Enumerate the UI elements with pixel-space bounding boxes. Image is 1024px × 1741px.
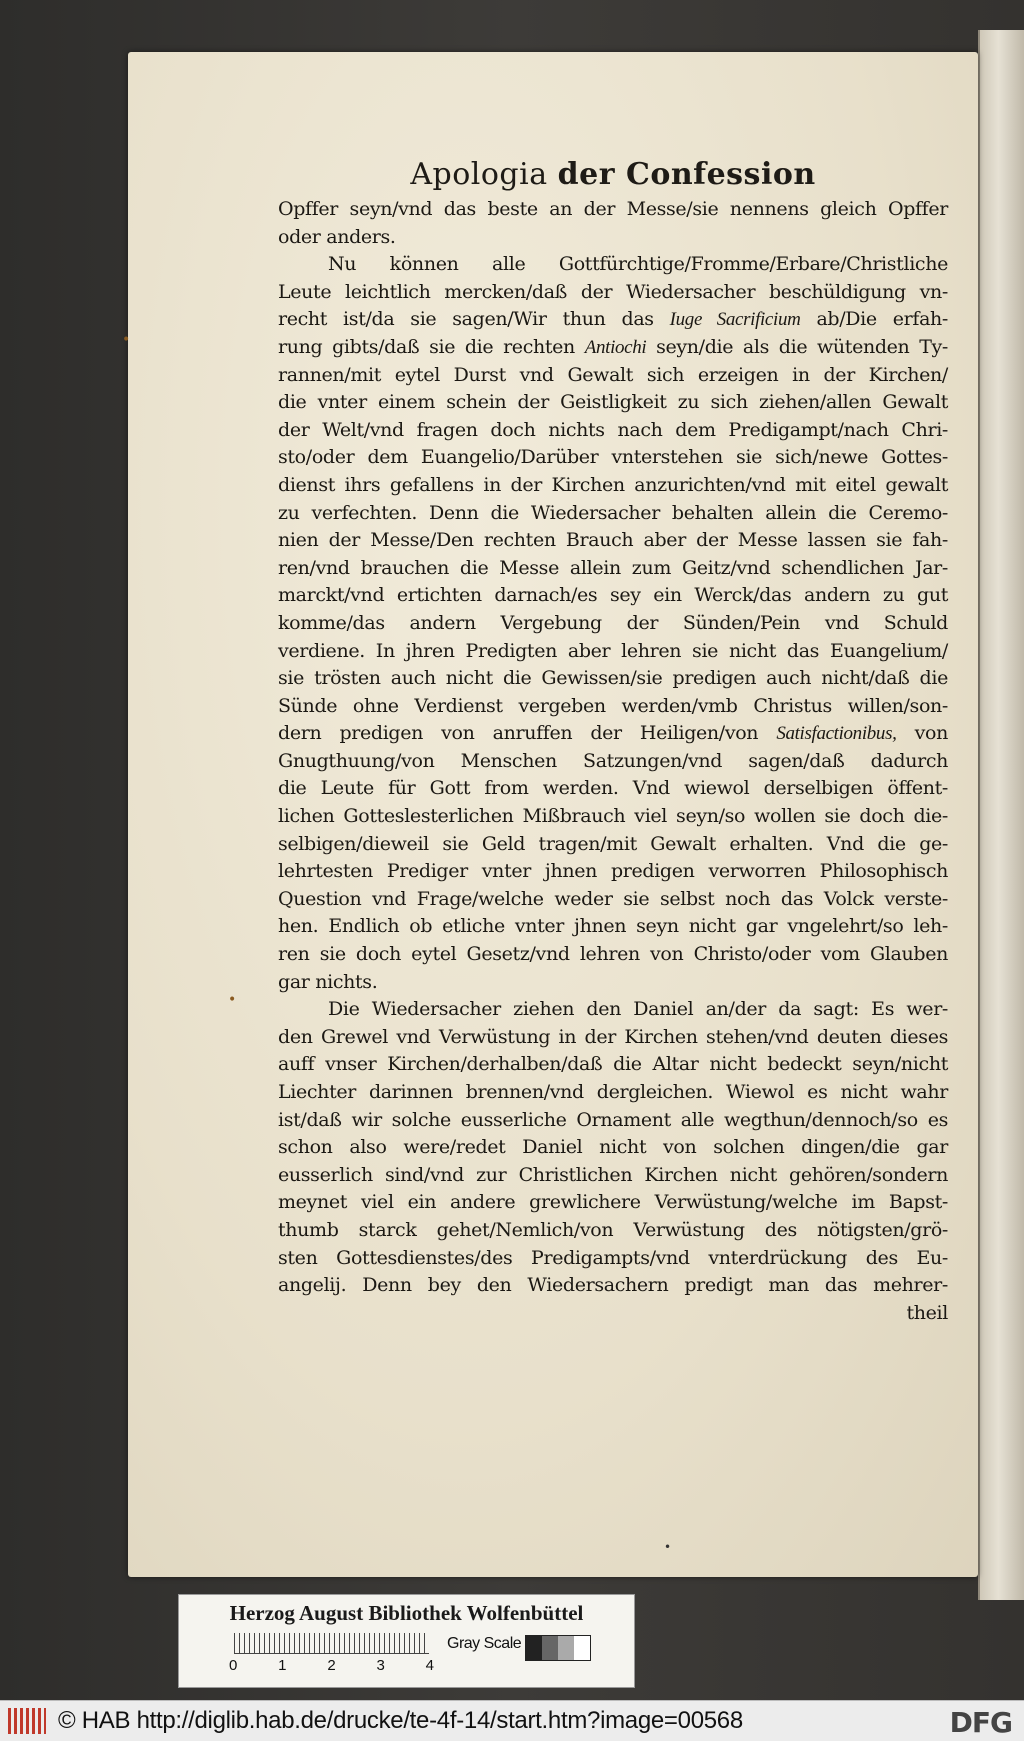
text-line: thumb starck gehet/Nemlich/von Verwüstung des nötigsten/grö- [278, 1218, 948, 1241]
text-line: marckt/vnd ertichten darnach/es sey ein Werck/das andern zu gut [278, 584, 948, 607]
text-line: Liechter darinnen brennen/vnd dergleichen. Wiewol es nicht wahr [278, 1081, 948, 1103]
color-scale-card [178, 1594, 635, 1688]
text-line: die Leute für Gott from werden. Vnd wiewol derselbigen öffent- [278, 777, 948, 800]
ruler-number: 3 [376, 1657, 385, 1674]
facing-page-edge [978, 30, 1024, 1600]
text-line: rannen/mit eytel Durst vnd Gewalt sich erzeigen in der Kirchen/ [278, 363, 948, 386]
footer-bar [0, 1700, 1024, 1741]
text-line: selbigen/dieweil sie Geld tragen/mit Gewalt erhalten. Vnd die ge- [278, 832, 948, 855]
ruler-number: 4 [425, 1657, 434, 1674]
text-line: hen. Endlich ob etliche vnter jhnen seyn nicht gar vngelehrt/so leh- [278, 915, 948, 938]
text-line: rung gibts/daß sie die rechten Antiochi seyn/die als die wütenden Ty- [278, 335, 948, 358]
text-line: dienst ihrs gefallens in der Kirchen anzurichten/vnd mit eitel gewalt [278, 473, 948, 496]
text-line: Question vnd Frage/welche weder sie selbst noch das Volck verste- [278, 887, 948, 910]
page-mark: • [664, 1540, 672, 1554]
copyright-url[interactable]: © HAB http://diglib.hab.de/drucke/te-4f-14/start.htm?image=00568 [58, 1707, 743, 1734]
text-line: Die Wiedersacher ziehen den Daniel an/der da sagt: Es wer- [328, 998, 948, 1021]
text-line: zu verfechten. Denn die Wiedersacher behalten allein die Ceremo- [278, 501, 948, 524]
text-line: ren sie doch eytel Gesetz/vnd lehren von Christo/oder vom Glauben [278, 943, 948, 966]
gray-scale-swatch [525, 1635, 591, 1661]
text-line: eusserlich sind/vnd zur Christlichen Kirchen nicht gehören/sondern [278, 1163, 948, 1186]
text-line: komme/das andern Vergebung der Sünden/Pein vnd Schuld [278, 611, 948, 634]
text-line: oder anders. [278, 225, 396, 248]
running-head-title: der Confession [557, 157, 816, 192]
ruler-numbers [229, 1657, 434, 1674]
text-line: die vnter einem schein der Geistligkeit zu sich ziehen/allen Gewalt [278, 391, 948, 414]
text-line: schon also were/redet Daniel nicht von solchen dingen/die gar [278, 1136, 948, 1159]
text-line: lehrtesten Prediger vnter jhnen predigen verworren Philosophisch [278, 860, 948, 883]
ruler-number: 0 [229, 1657, 238, 1674]
text-line: recht ist/da sie sagen/Wir thun das Iuge Sacrificium ab/Die erfah- [278, 308, 949, 331]
text-line: auff vnser Kirchen/derhalben/daß die Altar nicht bedeckt seyn/nicht [278, 1053, 948, 1076]
text-line: sten Gottesdienstes/des Predigampts/vnd vnterdrückung des Eu- [278, 1246, 948, 1269]
text-line: den Grewel vnd Verwüstung in der Kirchen stehen/vnd deuten dieses [278, 1025, 948, 1048]
ruler-number: 1 [278, 1657, 287, 1674]
running-head-latin: Apologia [410, 157, 548, 192]
ruler-number: 2 [327, 1657, 336, 1674]
page-text-block [278, 157, 948, 1327]
text-line: lichen Gotteslesterlichen Mißbrauch viel seyn/so wollen sie doch die- [278, 805, 948, 828]
text-line: ren/vnd brauchen die Messe allein zum Geitz/vnd schendlichen Jar- [278, 556, 948, 579]
running-head [278, 157, 948, 192]
dfg-logo[interactable]: DFG [949, 1706, 1012, 1739]
text-line: Nu können alle Gottfürchtige/Fromme/Erbare/Christliche [328, 253, 948, 276]
text-line: theil [906, 1301, 948, 1324]
hab-logo-icon[interactable] [8, 1708, 46, 1734]
margin-mark: • [122, 332, 131, 348]
text-line: Leute leichtlich mercken/daß der Wiedersacher beschüldigung vn- [278, 280, 948, 303]
text-line: verdiene. In jhren Predigten aber lehren sie nicht das Euangelium/ [278, 639, 948, 662]
text-line: sto/oder dem Euangelio/Darüber vnterstehen sie sich/newe Gottes- [278, 446, 948, 469]
text-line: Opffer seyn/vnd das beste an der Messe/sie nennens gleich Opffer [278, 198, 948, 220]
text-line: dern predigen von anruffen der Heiligen/von Satisfactionibus, von [278, 722, 948, 745]
library-name: Herzog August Bibliothek Wolfenbüttel [229, 1601, 584, 1625]
text-line: gar nichts. [278, 970, 378, 993]
text-line: meynet viel ein andere grewlichere Verwüstung/welche im Bapst- [278, 1191, 948, 1214]
text-line: Gnugthuung/von Menschen Satzungen/vnd sagen/daß dadurch [278, 749, 948, 772]
text-lines [278, 196, 948, 1327]
scanned-page [122, 52, 978, 1577]
text-line: sie trösten auch nicht die Gewissen/sie predigen auch nicht/daß die [278, 667, 948, 690]
text-line: ist/daß wir solche eusserliche Ornament alle wegthun/dennoch/so es [278, 1108, 948, 1131]
ruler [234, 1633, 429, 1654]
margin-mark: • [228, 992, 237, 1008]
text-line: Sünde ohne Verdienst vergeben werden/vmb Christus willen/son- [278, 694, 948, 717]
text-line: nien der Messe/Den rechten Brauch aber der Messe lassen sie fah- [278, 529, 948, 552]
text-line: angelij. Denn bey den Wiedersachern predigt man das mehrer- [278, 1274, 948, 1297]
gray-scale-label: Gray Scale [447, 1635, 522, 1652]
text-line: der Welt/vnd fragen doch nichts nach dem Predigampt/nach Chri- [278, 418, 948, 441]
